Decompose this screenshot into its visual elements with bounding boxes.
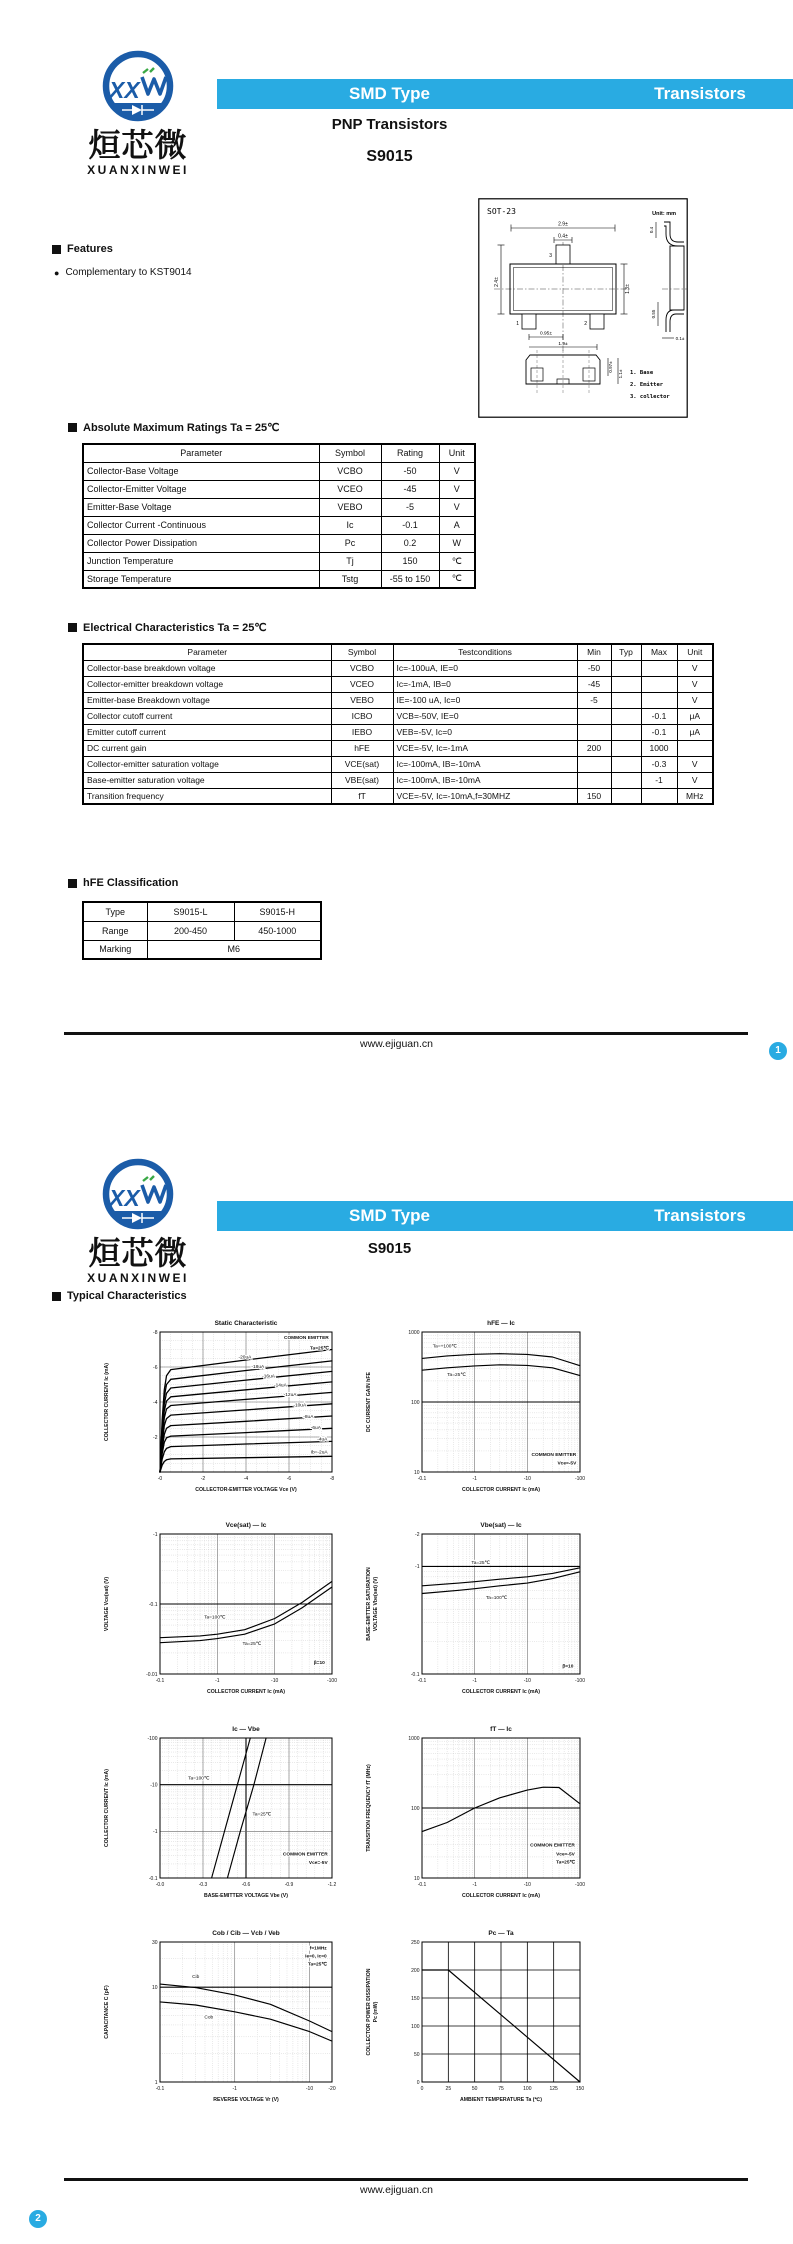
svg-text:-1: -1 (215, 1678, 220, 1684)
svg-text:Pc (mW): Pc (mW) (373, 2001, 379, 2023)
svg-text:1000: 1000 (408, 1329, 420, 1336)
svg-text:-0.1: -0.1 (417, 1882, 427, 1888)
svg-text:β=10: β=10 (562, 1664, 574, 1670)
svg-text:1.1±: 1.1± (618, 369, 623, 379)
svg-text:-1.2: -1.2 (327, 1882, 337, 1888)
svg-text:1: 1 (516, 321, 519, 327)
section-marker-icon (68, 423, 77, 432)
svg-text:COLLECTOR CURRENT Ic (mA): COLLECTOR CURRENT Ic (mA) (206, 1689, 286, 1695)
svg-text:TRANSITION FREQUENCY fT (M: TRANSITION FREQUENCY fT (MHz) (366, 1764, 372, 1852)
svg-text:Static Characteristic: Static Characteristic (214, 1320, 278, 1327)
chart-ft-vs-ic (360, 1722, 600, 1922)
bullet-icon: ● (54, 267, 60, 278)
svg-text:Ib=-2uA: Ib=-2uA (310, 1450, 328, 1456)
brand-logo-icon (96, 48, 180, 128)
svg-text:3. collector: 3. collector (630, 394, 670, 400)
svg-text:COMMON EMITTER: COMMON EMITTER (530, 1843, 575, 1849)
svg-text:-2: -2 (200, 1476, 206, 1482)
header-banner (217, 1201, 793, 1231)
svg-text:-100: -100 (574, 1882, 586, 1888)
chart-ic-vs-vbe (98, 1722, 352, 1922)
footer-rule (64, 2178, 748, 2181)
svg-text:-10uA: -10uA (293, 1403, 307, 1409)
svg-text:SOT-23: SOT-23 (487, 207, 516, 216)
svg-text:-1: -1 (153, 1829, 158, 1836)
svg-text:COMMON EMITTER: COMMON EMITTER (531, 1452, 577, 1458)
svg-text:25: 25 (445, 2086, 452, 2092)
section-marker-icon (52, 245, 61, 254)
brand-name-en: XUANXINWEI (87, 163, 189, 177)
svg-text:COMMON EMITTER: COMMON EMITTER (283, 1336, 329, 1341)
svg-text:Ta=25℃: Ta=25℃ (471, 1561, 490, 1567)
svg-text:3: 3 (549, 253, 552, 259)
svg-text:-10: -10 (523, 1476, 531, 1482)
svg-text:-1: -1 (472, 1476, 477, 1482)
svg-text:XX: XX (109, 77, 140, 103)
svg-text:200: 200 (411, 1967, 420, 1974)
svg-text:β=10: β=10 (313, 1660, 325, 1666)
svg-text:-2: -2 (415, 1531, 420, 1538)
svg-text:Vce=-5V: Vce=-5V (557, 1461, 577, 1467)
section-marker-icon (68, 623, 77, 632)
abs-max-title: Absolute Maximum Ratings Ta = 25℃ (68, 421, 279, 434)
svg-text:-0.6: -0.6 (241, 1882, 251, 1888)
feature-item: ● Complementary to KST9014 (54, 267, 192, 278)
chart-static-characteristic (98, 1316, 352, 1516)
svg-text:-10: -10 (271, 1678, 279, 1684)
elec-table: Parameter Symbol Testconditions Min Typ Max Unit Collector-base breakdown voltage VCBO Ic=-100uA, IE=0 -50 V Collector-emitter breakdown voltage VCEO Ic=-1mA, IB=0 -45 V Emitter-base Breakdown voltage VEBO IE=-100 uA, Ic=0 -5 V Collector cutoff current ICBO VCB=-50V, IE=0 -0.1 μA Emitter cutoff current IEBO VEB=-5V, Ic=0 -0.1 μA DC current gain hFE VCE=-5V, Ic=-1mA 200 1000 Collector-emitter saturation voltage VCE(sat) Ic=-100mA, IB=-10mA -0.3 V Base-emitter saturation voltage VBE(sat) Ic=-100mA, IB=-10mA -1 V Transition frequency fT VCE=-5V, Ic=-10mA,f=30MHZ 150 MHz (82, 643, 714, 805)
banner-type: SMD Type (349, 84, 430, 103)
svg-text:-0.1: -0.1 (410, 1671, 420, 1678)
header-banner (217, 79, 793, 109)
svg-text:125: 125 (549, 2086, 558, 2092)
brand-name-en: XUANXINWEI (87, 1271, 189, 1285)
svg-text:Ta=25℃: Ta=25℃ (447, 1373, 466, 1379)
hfe-class-table: Type S9015-L S9015-H Range 200-450 450-1000 Marking M6 (82, 901, 322, 960)
svg-text:VOLTAGE Vce(sat) (V): VOLTAGE Vce(sat) (V) (104, 1576, 110, 1632)
svg-text:COLLECTOR POWER DISSIPATION: COLLECTOR POWER DISSIPATION (366, 1968, 372, 2056)
svg-text:0.95±: 0.95± (540, 331, 552, 337)
svg-text:1.3±: 1.3± (625, 284, 631, 294)
svg-text:2. Emitter: 2. Emitter (630, 382, 664, 388)
chart-hfe-vs-ic (360, 1316, 600, 1516)
brand-logo (78, 1156, 198, 1285)
hfe-class-title: hFE Classification (68, 877, 178, 889)
svg-text:-0.0: -0.0 (155, 1882, 165, 1888)
svg-text:f=1MHz: f=1MHz (309, 1946, 327, 1952)
svg-text:BASE-EMITTER SATURATION: BASE-EMITTER SATURATION (366, 1567, 372, 1641)
svg-text:-0: -0 (157, 1476, 163, 1482)
svg-text:100: 100 (411, 2023, 420, 2030)
section-marker-icon (52, 1292, 61, 1301)
svg-text:-0.9: -0.9 (284, 1882, 294, 1888)
svg-text:-10: -10 (305, 2086, 314, 2092)
svg-text:Ta=25℃: Ta=25℃ (309, 1346, 329, 1352)
svg-text:VOLTAGE Vbe(sat) (V): VOLTAGE Vbe(sat) (V) (373, 1576, 379, 1632)
svg-text:0.4: 0.4 (649, 226, 654, 234)
svg-text:-4uA: -4uA (317, 1437, 328, 1443)
svg-text:CAPACITANCE C (pF): CAPACITANCE C (pF) (104, 1985, 110, 2039)
svg-text:COLLECTOR CURRENT Ic (mA): COLLECTOR CURRENT Ic (mA) (461, 1689, 541, 1695)
svg-text:-0.1: -0.1 (148, 1601, 158, 1608)
section-marker-icon (68, 879, 77, 888)
svg-text:COLLECTOR CURRENT Ic (mA): COLLECTOR CURRENT Ic (mA) (461, 1893, 541, 1899)
svg-text:1. Base: 1. Base (630, 370, 654, 376)
svg-text:-16uA: -16uA (262, 1374, 275, 1380)
svg-text:Ta=25℃: Ta=25℃ (307, 1962, 327, 1968)
brand-logo (78, 48, 198, 177)
svg-text:-100: -100 (326, 1678, 338, 1684)
banner-category: Transistors (654, 1206, 746, 1225)
svg-text:10: 10 (413, 1469, 420, 1476)
svg-text:10: 10 (151, 1985, 158, 1992)
svg-text:-6uA: -6uA (310, 1426, 321, 1432)
part-number: S9015 (367, 1240, 412, 1257)
brand-name-cn: 烜芯微 (88, 1234, 188, 1272)
svg-text:-1: -1 (153, 1531, 158, 1538)
svg-text:75: 75 (498, 2086, 504, 2092)
svg-text:0.1±: 0.1± (675, 336, 685, 341)
svg-text:-12uA: -12uA (283, 1392, 297, 1398)
svg-text:10: 10 (413, 1875, 420, 1882)
svg-text:-10: -10 (150, 1782, 158, 1789)
svg-text:Ta=100℃: Ta=100℃ (485, 1595, 508, 1601)
svg-text:Vce=-5V: Vce=-5V (308, 1860, 328, 1866)
svg-text:-18uA: -18uA (251, 1364, 265, 1370)
svg-text:2: 2 (584, 321, 587, 327)
svg-text:COMMON EMITTER: COMMON EMITTER (282, 1852, 328, 1858)
svg-text:2.9±: 2.9± (558, 221, 568, 228)
svg-text:Ta=25℃: Ta=25℃ (252, 1812, 272, 1818)
svg-text:-14uA: -14uA (273, 1383, 287, 1389)
svg-text:COLLECTOR CURRENT Ic (mA): COLLECTOR CURRENT Ic (mA) (104, 1362, 110, 1442)
svg-text:hFE — Ic: hFE — Ic (487, 1320, 515, 1327)
svg-text:150: 150 (411, 1995, 420, 2002)
features-title: Features (52, 243, 113, 255)
svg-text:BASE-EMITTER VOLTAGE Vbe (: BASE-EMITTER VOLTAGE Vbe (V) (204, 1893, 288, 1899)
svg-text:Ic — Vbe: Ic — Vbe (232, 1726, 260, 1733)
svg-text:-0.1: -0.1 (155, 1678, 165, 1684)
svg-text:100: 100 (411, 1805, 420, 1812)
part-number: S9015 (366, 148, 413, 165)
svg-text:-6: -6 (153, 1364, 158, 1371)
svg-text:-0.1: -0.1 (148, 1875, 158, 1882)
chart-vcesat-vs-ic (98, 1518, 352, 1718)
svg-text:Ta=100℃: Ta=100℃ (188, 1776, 210, 1782)
svg-text:fT — Ic: fT — Ic (490, 1726, 512, 1733)
svg-text:250: 250 (411, 1939, 420, 1946)
svg-text:-10: -10 (523, 1882, 531, 1888)
svg-text:100: 100 (411, 1399, 420, 1406)
footer-rule (64, 1032, 748, 1035)
svg-text:-100: -100 (574, 1476, 586, 1482)
banner-type: SMD Type (349, 1206, 430, 1225)
abs-max-table: Parameter Symbol Rating Unit Collector-Base Voltage VCBO -50 V Collector-Emitter Voltage VCEO -45 V Emitter-Base Voltage VEBO -5 V Collector Current -Continuous Ic -0.1 A Collector Power Dissipation Pc 0.2 W Junction Temperature Tj 150 ℃ Storage Temperature Tstg -55 to 150 ℃ (82, 443, 476, 589)
svg-text:Ta=25℃: Ta=25℃ (556, 1860, 575, 1866)
svg-text:150: 150 (575, 2086, 585, 2092)
svg-text:-10: -10 (523, 1678, 531, 1684)
typical-characteristics-title: Typical Characteristics (52, 1290, 187, 1302)
svg-text:AMBIENT TEMPERATURE Ta (℃): AMBIENT TEMPERATURE Ta (℃) (459, 2097, 543, 2103)
svg-text:Ta=100℃: Ta=100℃ (204, 1615, 226, 1621)
svg-text:-100: -100 (574, 1678, 586, 1684)
svg-text:Ta=25℃: Ta=25℃ (242, 1641, 262, 1647)
svg-text:Cib: Cib (192, 1975, 200, 1981)
svg-text:-8: -8 (153, 1329, 158, 1336)
svg-text:-4: -4 (153, 1399, 158, 1406)
svg-text:50: 50 (471, 2086, 478, 2092)
brand-name-cn: 烜芯微 (88, 126, 188, 164)
package-drawing (478, 198, 688, 418)
svg-text:REVERSE VOLTAGE Vr (V): REVERSE VOLTAGE Vr (V) (213, 2097, 279, 2103)
svg-text:50: 50 (413, 2051, 420, 2058)
svg-text:-1: -1 (472, 1678, 477, 1684)
svg-text:0.97±: 0.97± (608, 361, 613, 373)
svg-text:-20: -20 (328, 2086, 336, 2092)
svg-text:-1: -1 (415, 1564, 420, 1571)
svg-text:-1: -1 (232, 2086, 237, 2092)
svg-text:0.4±: 0.4± (558, 233, 568, 240)
svg-text:0: 0 (416, 2079, 420, 2086)
brand-logo-icon (96, 1156, 180, 1236)
svg-text:-20uA: -20uA (238, 1355, 252, 1361)
elec-title: Electrical Characteristics Ta = 25℃ (68, 621, 267, 634)
banner-category: Transistors (654, 84, 746, 103)
device-family: PNP Transistors (331, 116, 448, 133)
svg-text:1: 1 (154, 2079, 158, 2086)
chart-capacitance-vs-voltage (98, 1926, 352, 2126)
svg-text:XX: XX (109, 1185, 140, 1211)
svg-text:-4: -4 (243, 1476, 249, 1482)
svg-text:Cob: Cob (204, 2015, 214, 2021)
svg-text:1.9±: 1.9± (558, 341, 568, 347)
page-number-badge: 1 (769, 1042, 787, 1060)
svg-text:100: 100 (523, 2086, 532, 2092)
svg-text:2.4±: 2.4± (494, 277, 500, 287)
svg-text:-0.1: -0.1 (417, 1476, 427, 1482)
svg-text:Ie=0, Ic=0: Ie=0, Ic=0 (305, 1954, 327, 1960)
svg-text:-0.1: -0.1 (417, 1678, 427, 1684)
footer-url: www.ejiguan.cn (360, 2184, 433, 2196)
svg-text:-6: -6 (286, 1476, 292, 1482)
svg-text:Cob / Cib — Vcb / Veb: Cob / Cib — Vcb / Veb (212, 1930, 280, 1937)
svg-text:Vbe(sat) — Ic: Vbe(sat) — Ic (480, 1522, 522, 1529)
svg-text:-8: -8 (329, 1476, 335, 1482)
svg-text:DC CURRENT GAIN hFE: DC CURRENT GAIN hFE (366, 1372, 372, 1432)
svg-text:-100: -100 (147, 1735, 158, 1742)
svg-text:Vce=-5V: Vce=-5V (556, 1852, 575, 1858)
footer-url: www.ejiguan.cn (360, 1038, 433, 1050)
svg-text:Vce(sat) — Ic: Vce(sat) — Ic (225, 1522, 267, 1529)
svg-text:0.55: 0.55 (651, 309, 656, 319)
svg-text:Ta=+100℃: Ta=+100℃ (432, 1344, 457, 1350)
svg-text:-0.1: -0.1 (155, 2086, 165, 2092)
svg-text:COLLECTOR CURRENT Ic (mA): COLLECTOR CURRENT Ic (mA) (104, 1768, 110, 1848)
chart-vbesat-vs-ic (360, 1518, 600, 1718)
svg-text:-1: -1 (472, 1882, 477, 1888)
svg-text:-0.01: -0.01 (146, 1671, 158, 1678)
svg-text:COLLECTOR CURRENT Ic (mA): COLLECTOR CURRENT Ic (mA) (461, 1487, 541, 1493)
svg-text:0: 0 (420, 2086, 424, 2092)
svg-text:1000: 1000 (408, 1735, 420, 1742)
svg-text:Unit: mm: Unit: mm (652, 211, 676, 217)
svg-text:-8uA: -8uA (303, 1414, 314, 1420)
svg-text:-2: -2 (153, 1434, 158, 1441)
svg-text:Pc — Ta: Pc — Ta (488, 1930, 514, 1937)
page-number-badge: 2 (29, 2210, 47, 2228)
svg-text:30: 30 (151, 1939, 158, 1946)
svg-text:-0.3: -0.3 (198, 1882, 208, 1888)
svg-text:COLLECTOR-EMITTER VOLTAGE Vc: COLLECTOR-EMITTER VOLTAGE Vce (V) (195, 1487, 297, 1493)
chart-pc-vs-ta (360, 1926, 600, 2126)
